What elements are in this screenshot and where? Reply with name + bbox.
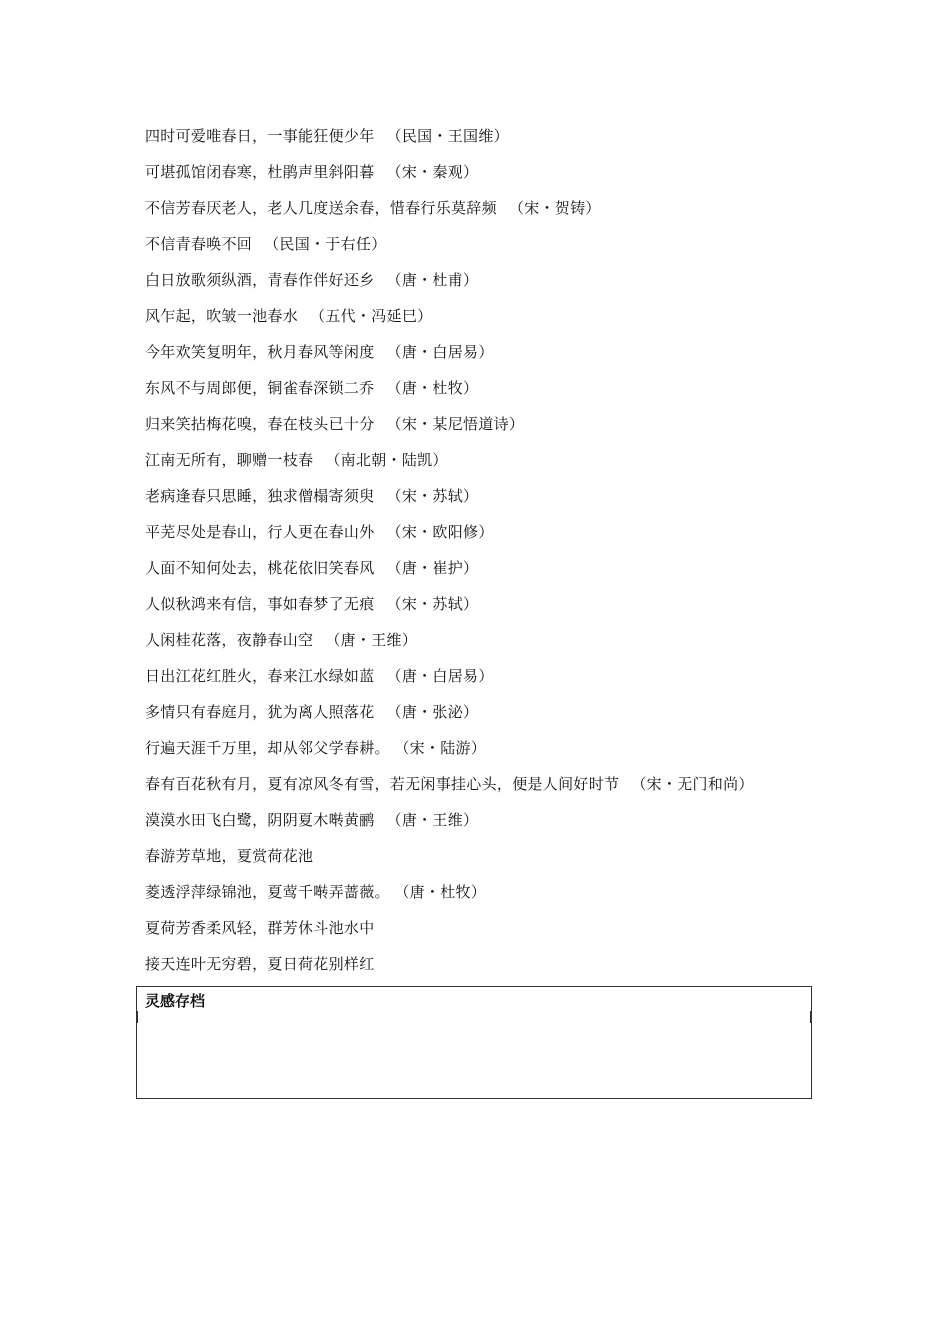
poem-text: 四时可爱唯春日，一事能狂便少年: [145, 127, 375, 145]
poem-line: [145, 412, 754, 448]
poem-text: 老病逢春只思睡，独求僧榻寄须臾: [145, 487, 375, 505]
poem-text: 日出江花红胜火，春来江水绿如蓝: [145, 667, 375, 685]
poem-line: [145, 376, 754, 412]
poem-line: [145, 196, 754, 232]
poem-text: 漠漠水田飞白鹭，阴阴夏木啭黄鹂: [145, 811, 375, 829]
poem-line: [145, 520, 754, 556]
poem-text: 接天连叶无穷碧，夏日荷花别样红: [145, 955, 375, 973]
poem-line: [145, 916, 754, 952]
poem-line: [145, 952, 754, 988]
inspiration-archive-box: [136, 986, 812, 1099]
poem-text: 人面不知何处去，桃花依旧笑春风: [145, 559, 375, 577]
poem-text: 人似秋鸿来有信，事如春梦了无痕: [145, 595, 375, 613]
poem-line: [145, 664, 754, 700]
poem-source: （宋・欧阳修）: [386, 523, 494, 541]
poem-line: [145, 448, 754, 484]
poem-text: 不信芳春厌老人，老人几度送余春，惜春行乐莫辞频: [145, 199, 497, 217]
poem-source: （宋・苏轼）: [386, 487, 479, 505]
poem-text: 江南无所有，聊赠一枝春: [145, 451, 314, 469]
poem-source: （唐・王维）: [325, 631, 418, 649]
poem-text: 归来笑拈梅花嗅，春在枝头已十分: [145, 415, 375, 433]
poem-text: 可堪孤馆闭春寒，杜鹃声里斜阳暮: [145, 163, 375, 181]
poem-text: 今年欢笑复明年，秋月春风等闲度: [145, 343, 375, 361]
poem-line: [145, 592, 754, 628]
poem-text: 风乍起，吹皱一池春水: [145, 307, 299, 325]
poem-text: 东风不与周郎便，铜雀春深锁二乔: [145, 379, 375, 397]
poem-source: （宋・苏轼）: [386, 595, 479, 613]
poem-source: （唐・杜甫）: [386, 271, 479, 289]
poem-source: （民国・王国维）: [386, 127, 509, 145]
archive-left-tick: [137, 1011, 138, 1023]
poem-text: 菱透浮萍绿锦池，夏莺千啭弄蔷薇。: [145, 883, 390, 901]
poem-line: [145, 736, 754, 772]
poem-source: （南北朝・陆凯）: [325, 451, 448, 469]
poem-source: （宋・某尼悟道诗）: [386, 415, 525, 433]
poem-line: [145, 340, 754, 376]
poem-text: 多情只有春庭月，犹为离人照落花: [145, 703, 375, 721]
poem-line: [145, 160, 754, 196]
poem-source: （民国・于右任）: [264, 235, 387, 253]
archive-title: 灵感存档: [145, 992, 206, 1010]
poem-source: （五代・冯延巳）: [310, 307, 433, 325]
poem-line: [145, 268, 754, 304]
poem-source: （宋・秦观）: [386, 163, 479, 181]
poem-source: （唐・杜牧）: [386, 379, 479, 397]
poem-source: （宋・陆游）: [401, 739, 487, 757]
poem-text: 人闲桂花落，夜静春山空: [145, 631, 314, 649]
poem-line: [145, 124, 754, 160]
poem-line: [145, 232, 754, 268]
poem-list: [145, 124, 754, 988]
poem-line: [145, 304, 754, 340]
poem-source: （唐・白居易）: [386, 667, 494, 685]
poem-line: [145, 844, 754, 880]
poem-text: 春游芳草地，夏赏荷花池: [145, 847, 314, 865]
poem-line: [145, 484, 754, 520]
poem-text: 行遍天涯千万里，却从邻父学春耕。: [145, 739, 390, 757]
poem-line: [145, 808, 754, 844]
poem-text: 不信青春唤不回: [145, 235, 253, 253]
poem-text: 白日放歌须纵酒，青春作伴好还乡: [145, 271, 375, 289]
archive-right-tick: [810, 1011, 811, 1023]
poem-source: （唐・王维）: [386, 811, 479, 829]
poem-text: 春有百花秋有月，夏有凉风冬有雪，若无闲事挂心头，便是人间好时节: [145, 775, 620, 793]
poem-line: [145, 772, 754, 808]
poem-source: （宋・贺铸）: [508, 199, 601, 217]
poem-source: （唐・杜牧）: [401, 883, 487, 901]
poem-source: （唐・张泌）: [386, 703, 479, 721]
poem-line: [145, 880, 754, 916]
poem-text: 夏荷芳香柔风轻，群芳休斗池水中: [145, 919, 375, 937]
poem-line: [145, 556, 754, 592]
poem-source: （宋・无门和尚）: [631, 775, 754, 793]
poem-line: [145, 700, 754, 736]
poem-text: 平芜尽处是春山，行人更在春山外: [145, 523, 375, 541]
poem-source: （唐・崔护）: [386, 559, 479, 577]
poem-source: （唐・白居易）: [386, 343, 494, 361]
poem-line: [145, 628, 754, 664]
